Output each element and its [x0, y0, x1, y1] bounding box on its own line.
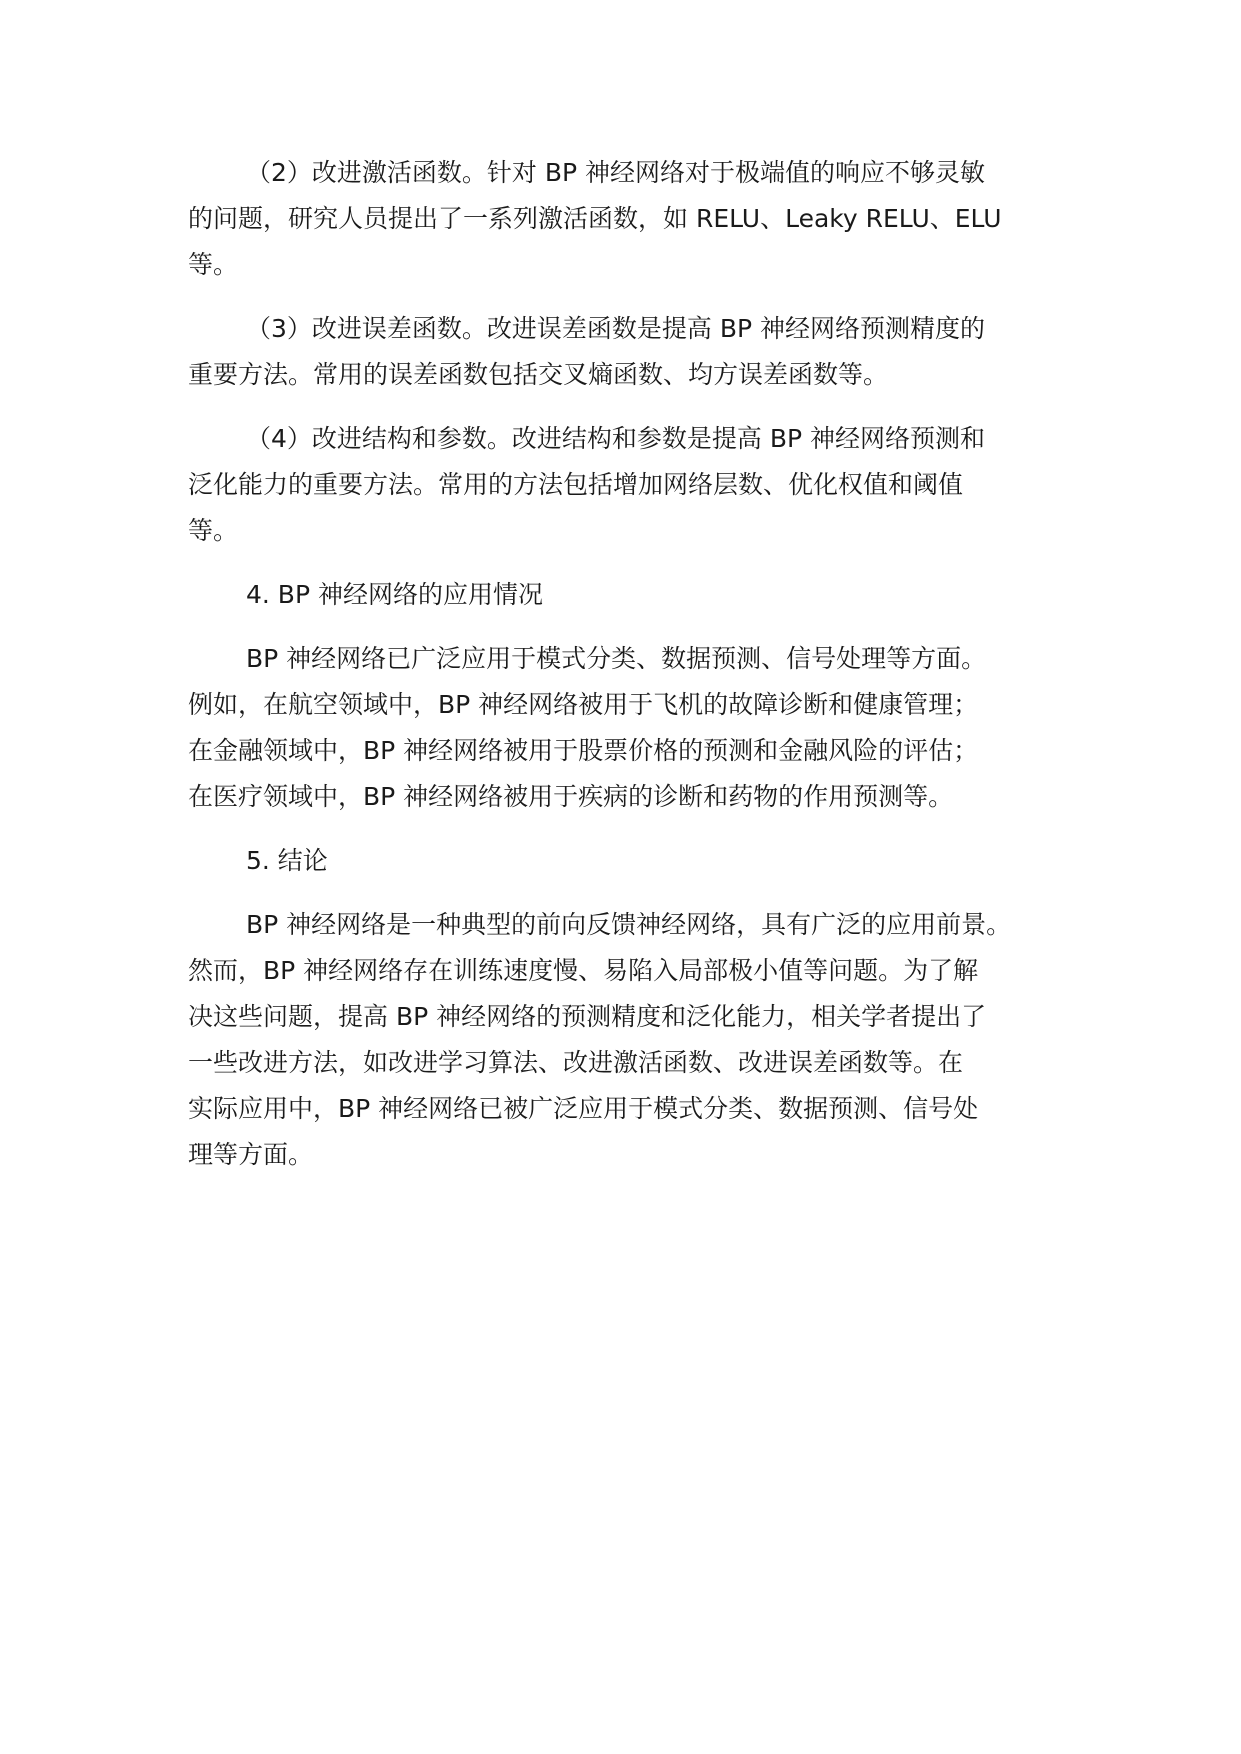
text-line: 然而，BP 神经网络存在训练速度慢、易陷入局部极小值等问题。为了解 — [188, 956, 979, 985]
text-line: 在医疗领域中，BP 神经网络被用于疾病的诊断和药物的作用预测等。 — [188, 782, 954, 811]
text-line: 决这些问题，提高 BP 神经网络的预测精度和泛化能力，相关学者提出了 — [188, 1002, 987, 1031]
text-line: 一些改进方法，如改进学习算法、改进激活函数、改进误差函数等。在 — [188, 1048, 964, 1077]
paragraph-applications — [188, 636, 1058, 820]
text-line: 等。 — [188, 516, 239, 545]
text-line: 的问题，研究人员提出了一系列激活函数，如 RELU、Leaky RELU、ELU — [188, 204, 1002, 233]
text-line: 实际应用中，BP 神经网络已被广泛应用于模式分类、数据预测、信号处 — [188, 1094, 979, 1123]
paragraph-improve-structure — [188, 416, 1058, 554]
document-body — [188, 150, 1058, 1196]
heading-text: 4. BP 神经网络的应用情况 — [246, 580, 543, 609]
paragraph-conclusion — [188, 902, 1058, 1178]
text-line: BP 神经网络是一种典型的前向反馈神经网络，具有广泛的应用前景。 — [246, 910, 1012, 939]
text-line: 等。 — [188, 250, 239, 279]
text-line: 泛化能力的重要方法。常用的方法包括增加网络层数、优化权值和阈值 — [188, 470, 964, 499]
text-line: 例如，在航空领域中，BP 神经网络被用于飞机的故障诊断和健康管理； — [188, 690, 979, 719]
text-line: 重要方法。常用的误差函数包括交叉熵函数、均方误差函数等。 — [188, 360, 889, 389]
section-heading-applications — [188, 572, 1058, 618]
heading-text: 5. 结论 — [246, 846, 328, 875]
section-heading-conclusion — [188, 838, 1058, 884]
text-line: 在金融领域中，BP 神经网络被用于股票价格的预测和金融风险的评估； — [188, 736, 979, 765]
text-line: 理等方面。 — [188, 1140, 314, 1169]
paragraph-improve-activation — [188, 150, 1058, 288]
text-line: （3）改进误差函数。改进误差函数是提高 BP 神经网络预测精度的 — [246, 314, 986, 343]
text-line: （2）改进激活函数。针对 BP 神经网络对于极端值的响应不够灵敏 — [246, 158, 986, 187]
paragraph-improve-error — [188, 306, 1058, 398]
text-line: （4）改进结构和参数。改进结构和参数是提高 BP 神经网络预测和 — [246, 424, 986, 453]
text-line: BP 神经网络已广泛应用于模式分类、数据预测、信号处理等方面。 — [246, 644, 987, 673]
